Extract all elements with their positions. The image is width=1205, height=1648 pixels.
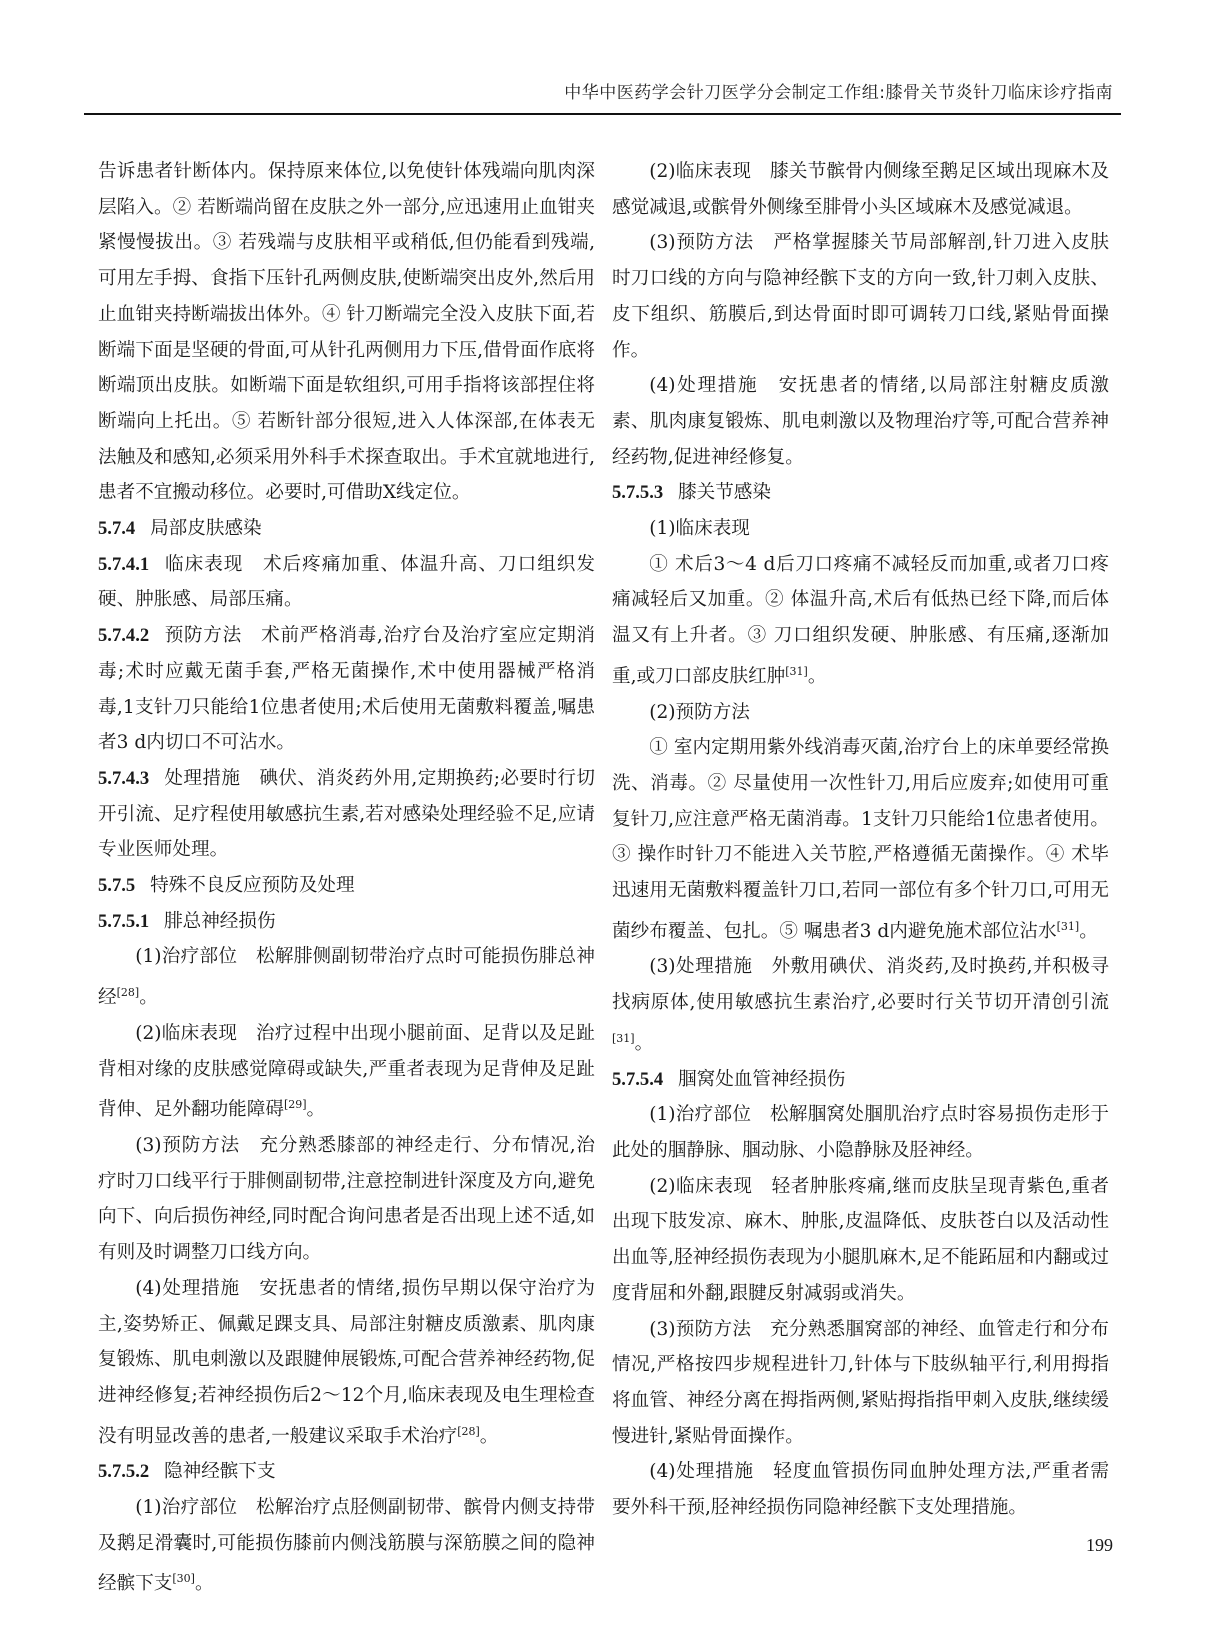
full-stop: 。 bbox=[306, 1099, 326, 1121]
page-number: 199 bbox=[1086, 1535, 1113, 1555]
subsection-text: 临床表现 术后疼痛加重、体温升高、刀口组织发硬、肿胀感、局部压痛。 bbox=[98, 553, 595, 611]
citation: [31] bbox=[785, 664, 808, 678]
full-stop: 。 bbox=[634, 1032, 654, 1054]
paragraph: (3)预防方法 严格掌握膝关节局部解剖,针刀进入皮肤时刀口线的方向与隐神经髌下支的方向一致,针刀刺入皮肤、皮下组织、筋膜后,到达骨面时即可调转刀口线,紧贴骨面操作。 bbox=[612, 232, 1109, 361]
subsection-text: 处理措施 碘伏、消炎药外用,定期换药;必要时行切开引流、足疗程使用敏感抗生素,若对感染处理经验不足,应请专业医师处理。 bbox=[98, 767, 595, 861]
section-number: 5.7.4.3 bbox=[98, 767, 150, 789]
header-rule bbox=[84, 113, 1121, 115]
paragraph: (2)临床表现 膝关节髌骨内侧缘至鹅足区域出现麻木及感觉减退,或髌骨外侧缘至腓骨小头区域麻木及感觉减退。 bbox=[612, 161, 1109, 218]
section-title: 腓总神经损伤 bbox=[164, 910, 276, 932]
paragraph bbox=[98, 1271, 595, 1455]
right-column bbox=[612, 154, 1109, 1526]
paragraph bbox=[98, 1016, 595, 1128]
section-number: 5.7.5.1 bbox=[98, 910, 150, 932]
subsection-text: 预防方法 术前严格消毒,治疗台及治疗室应定期消毒;术时应戴无菌手套,严格无菌操作,术中使用器械严格消毒,1支针刀只能给1位患者使用;术后使用无菌敷料覆盖,嘱患者3 d内切口不可沾水。 bbox=[98, 625, 595, 754]
paragraph: (2)临床表现 轻者肿胀疼痛,继而皮肤呈现青紫色,重者出现下肢发凉、麻木、肿胀,皮温降低、皮肤苍白以及活动性出血等,胫神经损伤表现为小腿肌麻木,足不能跖屈和内翻或过度背屈和外翻,跟腱反射减弱或消失。 bbox=[612, 1175, 1109, 1304]
section-number: 5.7.4 bbox=[98, 518, 136, 540]
section-heading-5-7-4 bbox=[98, 511, 595, 547]
running-title: 中华中医药学会针刀医学分会制定工作组:膝骨关节炎针刀临床诊疗指南 bbox=[564, 83, 1113, 103]
paragraph: (4)处理措施 安抚患者的情绪,以局部注射糖皮质激素、肌肉康复锻炼、肌电刺激以及物理治疗等,可配合营养神经药物,促进神经修复。 bbox=[612, 375, 1109, 468]
citation: [28] bbox=[116, 986, 140, 1000]
full-stop: 。 bbox=[194, 1573, 214, 1595]
paragraph: 告诉患者针断体内。保持原来体位,以免使针体残端向肌肉深层陷入。② 若断端尚留在皮肤之外一部分,应迅速用止血钳夹紧慢慢拔出。③ 若残端与皮肤相平或稍低,但仍能看到残端,可用左手拇、食指下压针孔两侧皮肤,使断端突出皮外,然后用止血钳夹持断端拔出体外。④ 针刀断端完全没入皮肤下面,若断端下面是坚硬的骨面,可从针孔两侧用力下压,借骨面作底将断端顶出皮肤。如断端下面是软组织,可用手指将该部捏住将断端向上托出。⑤ 若断针部分很短,进入人体深部,在体表无法触及和感知,必须采用外科手术探查取出。手术宜就地进行,患者不宜搬动移位。必要时,可借助X线定位。 bbox=[98, 161, 595, 504]
full-stop: 。 bbox=[807, 665, 827, 687]
paragraph bbox=[612, 730, 1109, 949]
paragraph-text: ① 术后3～4 d后刀口疼痛不减轻反而加重,或者刀口疼痛减轻后又加重。② 体温升高,术后有低热已经下降,而后体温又有上升者。③ 刀口组织发硬、肿胀感、有压痛,逐渐加重,或刀口部皮肤红肿 bbox=[612, 553, 1109, 687]
subsection-5-7-4-1 bbox=[98, 547, 595, 618]
section-number: 5.7.5.3 bbox=[612, 482, 664, 504]
citation: [30] bbox=[172, 1572, 195, 1586]
section-number: 5.7.5.2 bbox=[98, 1461, 150, 1483]
paragraph-text: ① 室内定期用紫外线消毒灭菌,治疗台上的床单要经常换洗、消毒。② 尽量使用一次性针刀,用后应废弃;如使用可重复针刀,应注意严格无菌消毒。1支针刀只能给1位患者使用。③ 操作时针刀不能进入关节腔,严格遵循无菌操作。④ 术毕迅速用无菌敷料覆盖针刀口,若同一部位有多个针刀口,可用无菌纱布覆盖、包扎。⑤ 嘱患者3 d内避免施术部位沾水 bbox=[612, 737, 1109, 942]
section-number: 5.7.5.4 bbox=[612, 1068, 664, 1090]
paragraph bbox=[98, 1490, 595, 1602]
paragraph: (1)治疗部位 松解腘窝处腘肌治疗点时容易损伤走形于此处的腘静脉、腘动脉、小隐静脉及胫神经。 bbox=[612, 1104, 1109, 1161]
section-title: 膝关节感染 bbox=[678, 482, 771, 504]
full-stop: 。 bbox=[1079, 920, 1098, 942]
full-stop: 。 bbox=[479, 1425, 499, 1447]
section-heading-5-7-5-1 bbox=[98, 904, 595, 940]
section-number: 5.7.5 bbox=[98, 875, 136, 897]
paragraph-text: (2)临床表现 治疗过程中出现小腿前面、足背以及足趾背相对缘的皮肤感觉障碍或缺失,严重者表现为足背伸及足趾背伸、足外翻功能障碍 bbox=[98, 1022, 595, 1121]
paragraph bbox=[612, 547, 1109, 695]
section-heading-5-7-5-2 bbox=[98, 1454, 595, 1490]
citation: [31] bbox=[1056, 919, 1080, 933]
citation: [29] bbox=[283, 1098, 307, 1112]
section-title: 隐神经髌下支 bbox=[164, 1461, 276, 1483]
paragraph: (4)处理措施 轻度血管损伤同血肿处理方法,严重者需要外科干预,胫神经损伤同隐神经髌下支处理措施。 bbox=[612, 1461, 1109, 1519]
citation: [28] bbox=[457, 1424, 480, 1438]
paragraph-text: (1)治疗部位 松解治疗点胫侧副韧带、髌骨内侧支持带及鹅足滑囊时,可能损伤膝前内侧浅筋膜与深筋膜之间的隐神经髌下支 bbox=[98, 1497, 595, 1595]
section-title: 腘窝处血管神经损伤 bbox=[678, 1068, 846, 1090]
paragraph-text: (1)治疗部位 松解腓侧副韧带治疗点时可能损伤腓总神经 bbox=[98, 946, 595, 1009]
paragraph: (3)预防方法 充分熟悉膝部的神经走行、分布情况,治疗时刀口线平行于腓侧副韧带,注意控制进针深度及方向,避免向下、向后损伤神经,同时配合询问患者是否出现上述不适,如有则及时调整刀口线方向。 bbox=[98, 1134, 595, 1264]
paragraph bbox=[98, 939, 595, 1015]
paragraph bbox=[612, 949, 1109, 1061]
subsection-5-7-4-3 bbox=[98, 761, 595, 868]
paragraph: (1)临床表现 bbox=[649, 518, 750, 540]
paragraph-text: (4)处理措施 安抚患者的情绪,损伤早期以保守治疗为主,姿势矫正、佩戴足踝支具、局部注射糖皮质激素、肌肉康复锻炼、肌电刺激以及跟腱伸展锻炼,可配合营养神经药物,促进神经修复;若神经损伤后2～12个月,临床表现及电生理检查没有明显改善的患者,一般建议采取手术治疗 bbox=[98, 1277, 595, 1447]
section-heading-5-7-5-4 bbox=[612, 1062, 1109, 1098]
full-stop: 。 bbox=[139, 987, 158, 1009]
section-title: 局部皮肤感染 bbox=[150, 518, 262, 540]
subsection-5-7-4-2 bbox=[98, 618, 595, 761]
paragraph: (3)预防方法 充分熟悉腘窝部的神经、血管走行和分布情况,严格按四步规程进针刀,针体与下肢纵轴平行,利用拇指将血管、神经分离在拇指两侧,紧贴拇指指甲刺入皮肤,继续缓慢进针,紧贴骨面操作。 bbox=[612, 1318, 1109, 1447]
section-number: 5.7.4.2 bbox=[98, 625, 150, 647]
section-number: 5.7.4.1 bbox=[98, 553, 150, 575]
left-column bbox=[98, 154, 595, 1602]
section-title: 特殊不良反应预防及处理 bbox=[150, 875, 355, 897]
section-heading-5-7-5 bbox=[98, 868, 595, 904]
paragraph-text: (3)处理措施 外敷用碘伏、消炎药,及时换药,并积极寻找病原体,使用敏感抗生素治疗,必要时行关节切开清创引流 bbox=[612, 956, 1109, 1014]
section-heading-5-7-5-3 bbox=[612, 475, 1109, 511]
paragraph: (2)预防方法 bbox=[649, 701, 750, 723]
citation: [31] bbox=[612, 1031, 635, 1045]
